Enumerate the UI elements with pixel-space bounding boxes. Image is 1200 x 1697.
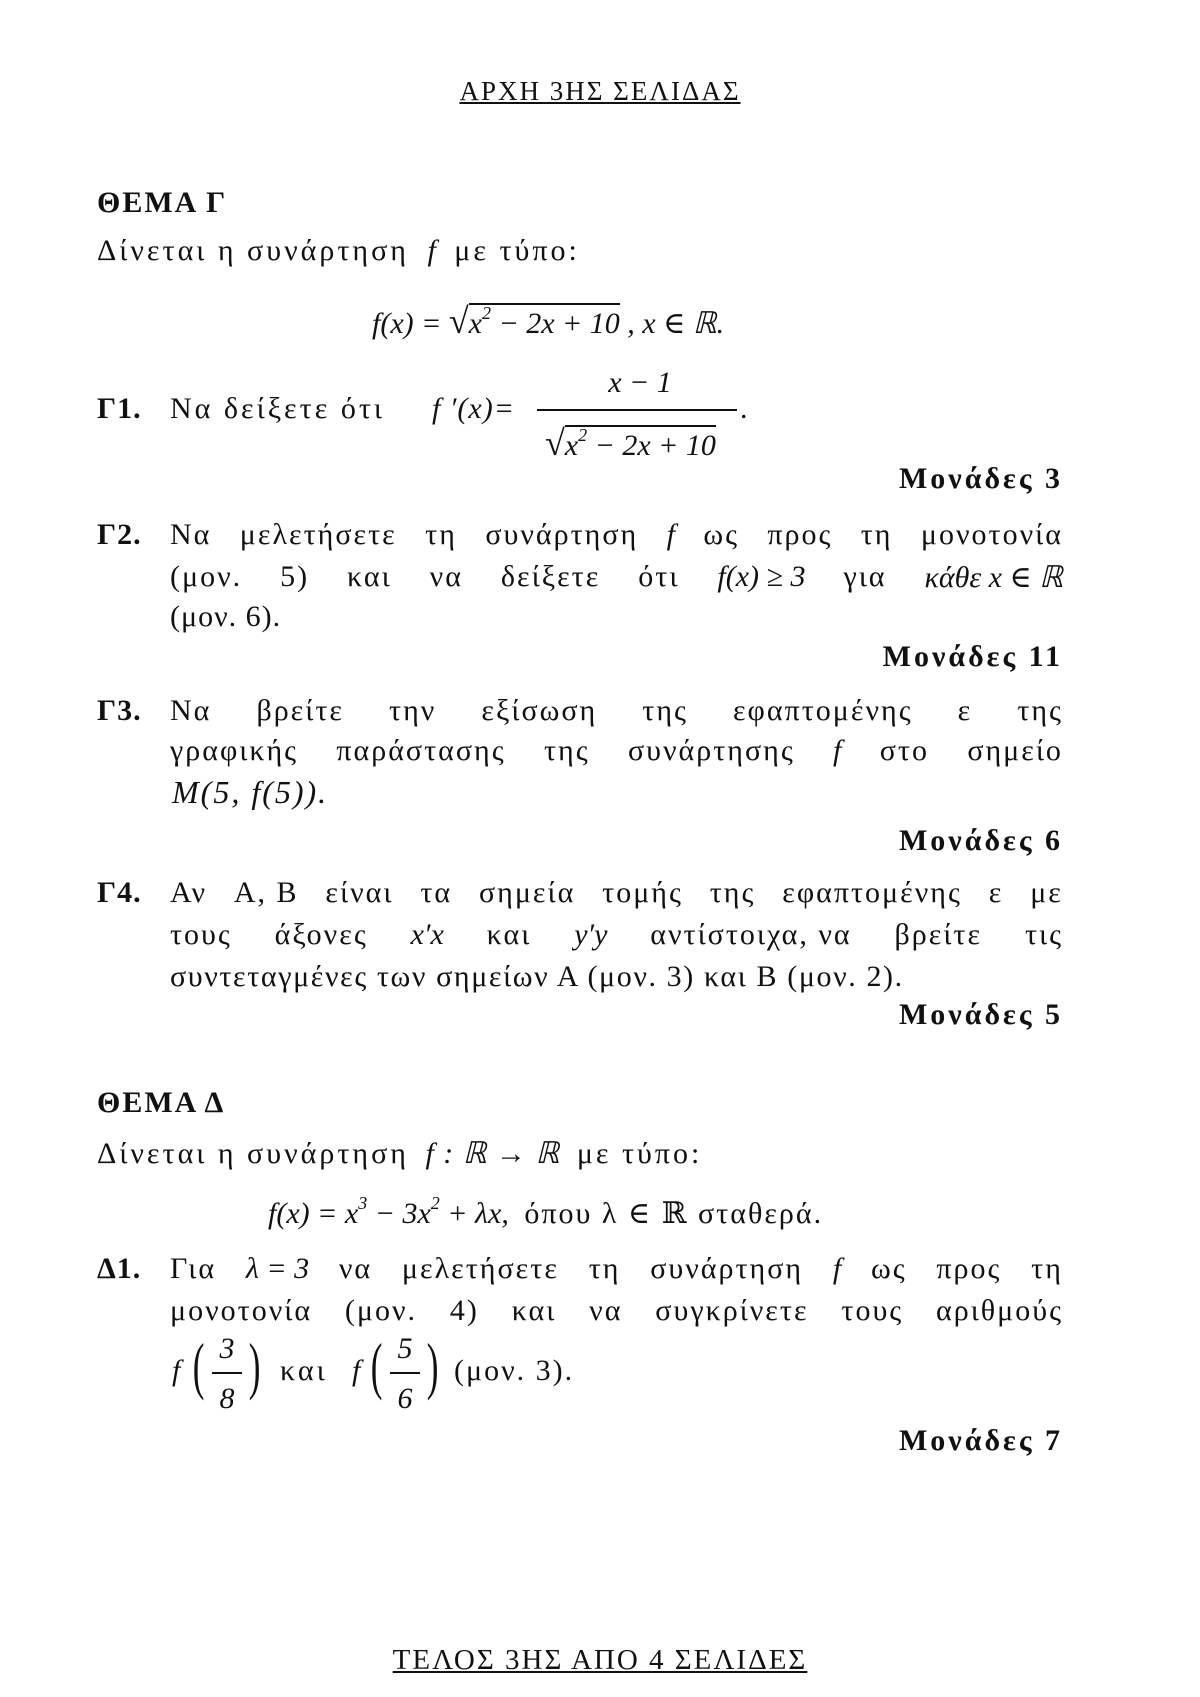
g2-line3: (μον. 6).	[170, 600, 282, 633]
theme-g-formula	[372, 300, 724, 342]
d1-f2-num: 5	[397, 1332, 413, 1365]
g3-line2: γραφικής παράστασης της συνάρτησης f στο σημείο	[170, 734, 1063, 767]
page-header: ΑΡΧΗ 3ΗΣ ΣΕΛΙΔΑΣ	[459, 76, 741, 106]
d1-label: Δ1.	[97, 1252, 142, 1285]
g4-line3: συντεταγμένες των σημείων Α (μον. 3) και Β (μον. 2).	[170, 960, 904, 993]
g4-marks: Μονάδες 5	[898, 998, 1063, 1031]
d1-f1-rparen: )	[248, 1330, 261, 1401]
g2-line1: Να μελετήσετε τη συνάρτηση f ως προς τη μονοτονία	[170, 518, 1063, 551]
g3-point: M(5, f(5)).	[172, 774, 329, 810]
g3-marks: Μονάδες 6	[898, 824, 1063, 857]
g1-fraction-den: $√x^2 - 2x + 10$	[545, 423, 716, 463]
d1-f2-bar	[390, 1372, 420, 1374]
d1-f2-lparen: (	[370, 1330, 383, 1401]
g1-text: Να δείξετε ότι	[170, 392, 385, 425]
g1-label: Γ1.	[97, 392, 142, 425]
theme-d-title: ΘΕΜΑ Δ	[97, 1086, 226, 1119]
formula-tail: , x ∈ ℝ.	[627, 307, 725, 340]
intro-text: Δίνεται η συνάρτηση	[97, 234, 409, 267]
g3-label: Γ3.	[97, 694, 142, 727]
g1-fraction-bar	[537, 409, 737, 411]
d1-f1-bar	[212, 1372, 242, 1374]
d1-and: και	[280, 1354, 328, 1387]
theme-g-intro	[97, 234, 580, 268]
g4-line1: Αν Α, Β είναι τα σημεία τομής της εφαπτομένης ε με	[170, 876, 1063, 909]
d1-line1: Για λ = 3 να μελετήσετε τη συνάρτηση f ως προς τη	[170, 1252, 1063, 1285]
g2-label: Γ2.	[97, 518, 142, 551]
theme-g-title: ΘΕΜΑ Γ	[97, 186, 228, 219]
d1-tail: (μον. 3).	[454, 1354, 575, 1387]
d1-line2: μονοτονία (μον. 4) και να συγκρίνετε τους αριθμούς	[170, 1294, 1063, 1327]
sqrt-sign: √	[448, 301, 469, 341]
d1-f2: f	[352, 1354, 361, 1387]
intro-end: με τύπο:	[454, 234, 580, 267]
d1-marks: Μονάδες 7	[898, 1424, 1063, 1457]
g1-lhs: f ′(x)=	[432, 392, 515, 425]
d1-f1: f	[172, 1354, 181, 1387]
page-footer: ΤΕΛΟΣ 3ΗΣ ΑΠΟ 4 ΣΕΛΙΔΕΣ	[392, 1644, 808, 1676]
g4-line2: τους άξονες x′x και y′y αντίστοιχα, να βρείτε τις	[170, 918, 1063, 951]
g1-marks: Μονάδες 3	[898, 462, 1063, 495]
g1-dot: .	[740, 392, 751, 425]
d1-f1-lparen: (	[192, 1330, 205, 1401]
d1-f1-den: 8	[219, 1382, 235, 1415]
radicand: $x^2 - 2x + 10$	[468, 303, 620, 340]
d1-f2-den: 6	[397, 1382, 413, 1415]
g4-label: Γ4.	[97, 876, 142, 909]
intro-f: f	[427, 234, 436, 267]
d1-f2-rparen: )	[426, 1330, 439, 1401]
g2-line2: (μον. 5) και να δείξετε ότι f(x) ≥ 3 για κάθε x ∈ ℝ	[170, 560, 1063, 594]
g3-line1: Να βρείτε την εξίσωση της εφαπτομένης ε της	[170, 694, 1063, 727]
theme-d-formula: $f(x) = x^3 - 3x^2 + \lambda x$, όπου λ ∈ ℝ σταθερά.	[268, 1193, 824, 1230]
g1-fraction-num: x − 1	[608, 366, 672, 399]
g2-marks: Μονάδες 11	[882, 640, 1063, 673]
theme-d-intro: Δίνεται η συνάρτηση f : ℝ → ℝ με τύπο:	[97, 1137, 703, 1170]
formula-lhs: f(x) =	[372, 307, 449, 340]
d1-f1-num: 3	[219, 1332, 235, 1365]
